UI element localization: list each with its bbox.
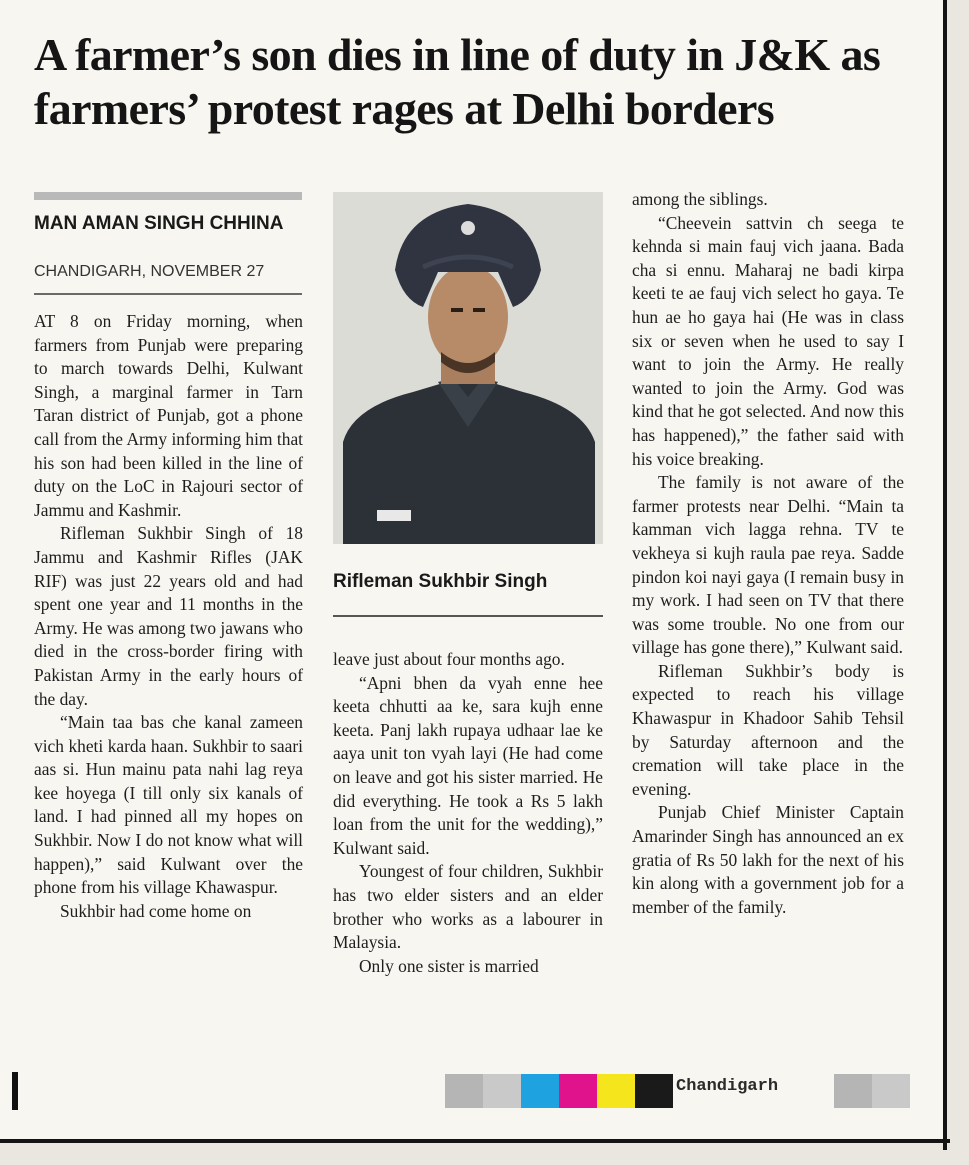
edition-label: Chandigarh [676, 1077, 779, 1096]
soldier-photo [333, 192, 603, 544]
article-column-3 [632, 188, 904, 919]
paragraph: “Main taa bas che kanal zameen vich kheti karda haan. Sukhbir to saari aas si. Hun mainu pata nahi lag reya kee hoyega (I till only six kanals of land. I had pinned all my hopes on Sukhbir. Now I do not know what will happen),” said Kulwant over the phone from his village Khawaspur. [34, 712, 303, 898]
byline-author: MAN AMAN SINGH CHHINA [34, 213, 284, 234]
color-swatch [872, 1074, 910, 1108]
color-swatch [445, 1074, 483, 1108]
paragraph: “Apni bhen da vyah enne hee keeta chhutti aa ke, sara kujh enne keeta. Panj lakh rupaya udhaar lae ke aaya unit ton vyah layi (He had come on leave and got his sister married. He did everything. He took a Rs 5 lakh loan from the unit for the wedding),” Kulwant said. [333, 672, 603, 858]
byline-dateline: CHANDIGARH, NOVEMBER 27 [34, 263, 265, 280]
paragraph: Punjab Chief Minister Captain Amarinder Singh has announced an ex gratia of Rs 50 lakh for the next of his kin along with a government job for a member of the family. [632, 802, 904, 917]
page-border-right [943, 0, 947, 1150]
caption-rule [333, 615, 603, 617]
page-margin-right [947, 0, 969, 1165]
article-column-2 [333, 648, 603, 978]
soldier-portrait-image [333, 192, 603, 544]
paragraph: leave just about four months ago. [333, 649, 565, 669]
byline-rule-bottom [34, 293, 302, 295]
end-color-bar [834, 1074, 910, 1108]
photo-caption: Rifleman Sukhbir Singh [333, 571, 548, 592]
byline-rule-top [34, 192, 302, 200]
paragraph: “Cheevein sattvin ch seega te kehnda si main fauj vich jaana. Bada cha si ennu. Maharaj ne badi kirpa keeti te ae fauj vich select ho gaya. Te hun ae ho gaya hai (He was in class six or seven when he used to say I want to join the Army. He really wanted to join the Army. God was kind that he got selected. And now this has happened),” the father said with his voice breaking. [632, 212, 904, 469]
paragraph: among the siblings. [632, 189, 768, 209]
color-swatch [834, 1074, 872, 1108]
paragraph: Rifleman Sukhbir’s body is expected to reach his village Khawaspur in Khadoor Sahib Tehsil by Saturday afternoon and the cremation will take place in the evening. [632, 660, 904, 799]
color-swatch [635, 1074, 673, 1108]
article-column-1 [34, 310, 303, 923]
crop-mark [12, 1072, 18, 1110]
color-swatch [483, 1074, 521, 1108]
color-swatch [521, 1074, 559, 1108]
paragraph: Rifleman Sukhbir Singh of 18 Jammu and Kashmir Rifles (JAK RIF) was just 22 years old and had spent one year and 11 months in the Army. He was among two jawans who died in the cross-border firing with Pakistan Army in the early hours of the day. [34, 523, 303, 709]
paragraph: The family is not aware of the farmer protests near Delhi. “Main ta kamman vich lagga rehna. TV te vekheya si kujh raula pae reya. Sadde pindon koi nayi gaya (I remain busy in my work. I had seen on TV that there was some trouble. No one from our village has gone there),” Kulwant said. [632, 472, 904, 658]
paragraph: Only one sister is married [359, 955, 539, 976]
color-swatch [559, 1074, 597, 1108]
headline: A farmer’s son dies in line of duty in J&K as farmers’ protest rages at Delhi borders [34, 29, 881, 134]
color-swatch [597, 1074, 635, 1108]
paragraph: Youngest of four children, Sukhbir has two elder sisters and an elder brother who works as a labourer in Malaysia. [333, 861, 603, 953]
paragraph: AT 8 on Friday morning, when farmers from Punjab were preparing to march towards Delhi, Kulwant Singh, a marginal farmer in Tarn Taran district of Punjab, got a phone call from the Army informing him that his son had been killed in the line of duty on the LoC in Rajouri sector of Jammu and Kashmir. [34, 311, 303, 520]
paragraph: Sukhbir had come home on [60, 900, 252, 921]
page-border-bottom [0, 1139, 950, 1143]
registration-color-bar [445, 1074, 673, 1108]
page-margin-bottom [0, 1143, 969, 1165]
